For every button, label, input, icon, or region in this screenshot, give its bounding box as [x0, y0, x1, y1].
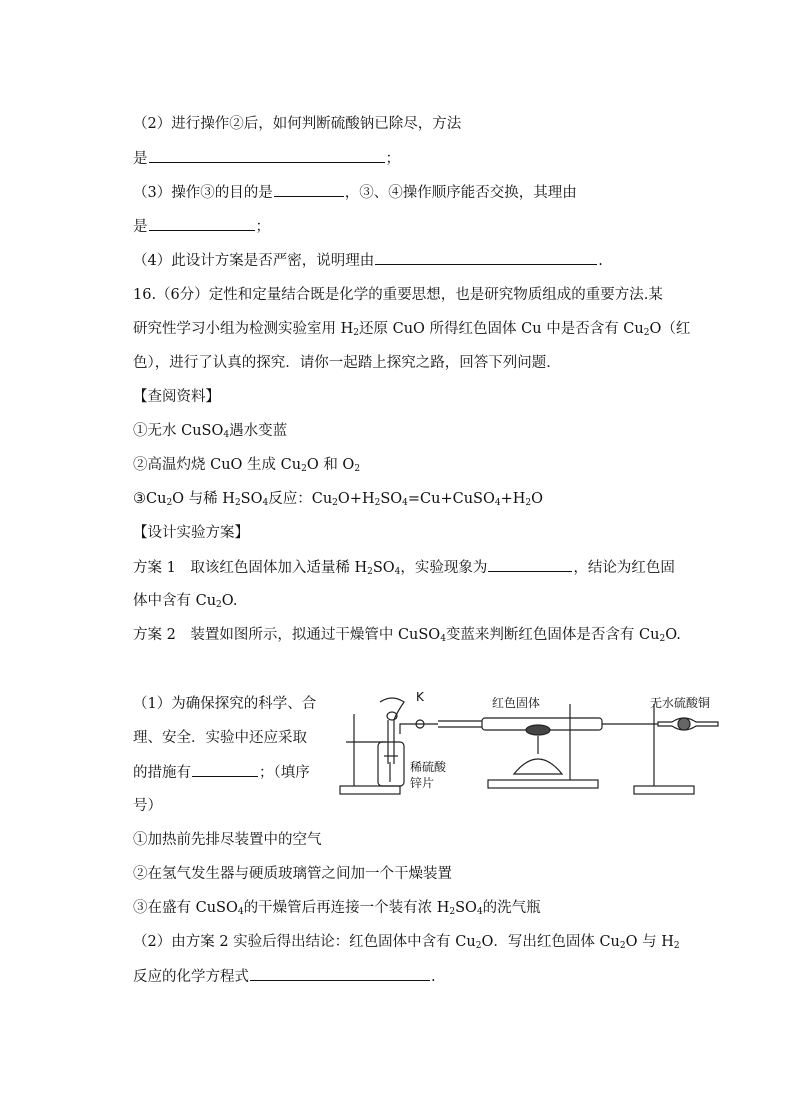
q2-line2: 是 ； [133, 148, 400, 169]
option2: ②在氢气发生器与硬质玻璃管之间加一个干燥装置 [133, 866, 452, 882]
q4-line: （4）此设计方案是否严密，说明理由 . [133, 250, 603, 271]
red-solid-label: 红色固体 [492, 696, 541, 710]
answer-blank[interactable] [375, 250, 597, 265]
reference-heading: 【查阅资料】 [133, 389, 220, 405]
reference-item2: ②高温灼烧 CuO 生成 $Cu_2O$ 和 $O_2$ [133, 457, 361, 474]
subq1-line4: 号） [133, 798, 162, 814]
outlet-tube [400, 724, 438, 734]
subq1-line3: 的措施有 ；（填序 [133, 762, 310, 783]
anhydrous-cuso4 [678, 718, 690, 730]
answer-blank[interactable] [488, 557, 572, 572]
stand-base-right [634, 786, 694, 794]
alcohol-lamp [514, 759, 562, 774]
q2-line1: （2）进行操作②后，如何判断硫酸钠已除尽，方法 [133, 116, 462, 132]
option3: ③在盛有 CuSO$_4$的干燥管后再连接一个装有浓 $H_2SO_4$的洗气瓶 [133, 900, 541, 917]
q3-line1: （3）操作③的目的是 ，③、④操作顺序能否交换，其理由 [133, 182, 577, 203]
burner-base [488, 780, 598, 788]
red-solid-sample [526, 725, 550, 735]
problem16-line2: 研究性学习小组为检测实验室用 $H_2$还原 CuO 所得红色固体 Cu 中是否含有 $Cu_2O$（红 [133, 321, 691, 338]
q3-line2: 是 ； [133, 216, 270, 237]
dilute-acid-label: 稀硫酸 [410, 760, 447, 774]
valve-k-label: K [416, 690, 424, 704]
subq2-line1: （2）由方案 2 实验后得出结论：红色固体中含有 $Cu_2O$．写出红色固体 $Cu_2O$ 与 $H_2$ [133, 934, 680, 951]
generator-tube [378, 742, 404, 786]
scheme1-line2: 体中含有 $Cu_2O$. [133, 593, 238, 610]
answer-blank[interactable] [149, 148, 385, 163]
answer-blank[interactable] [250, 966, 430, 981]
answer-blank[interactable] [274, 182, 344, 197]
zinc-label: 锌片 [410, 776, 435, 790]
option1: ①加热前先排尽装置中的空气 [133, 832, 322, 848]
answer-blank[interactable] [192, 762, 258, 777]
apparatus-diagram [338, 694, 758, 804]
anhydrous-cuso4-label: 无水硫酸铜 [650, 696, 711, 710]
reference-item1: ①无水 CuSO$_4$遇水变蓝 [133, 423, 288, 440]
scheme1-line1: 方案 1 取该红色固体加入适量稀 $H_2SO_4$，实验现象为 ，结论为红色固 [133, 557, 675, 578]
subq1-line2: 理、安全．实验中还应采取 [133, 730, 307, 746]
answer-blank[interactable] [149, 216, 255, 231]
problem16-line3: 色），进行了认真的探究．请你一起踏上探究之路，回答下列问题． [133, 355, 561, 371]
subq1-line1: （1）为确保探究的科学、合 [133, 696, 317, 712]
scheme2-line: 方案 2 装置如图所示，拟通过干燥管中 CuSO$_4$变蓝来判断红色固体是否含有 $Cu_2O$. [133, 627, 681, 644]
reference-item3: $③Cu_2O$ 与稀 $H_2SO_4$反应：$Cu_2O+H_2SO_4=Cu+CuSO_4+H_2O$ [133, 491, 544, 508]
problem16-line1: 16.（6分）定性和定量结合既是化学的重要思想，也是研究物质组成的重要方法.某 [133, 287, 663, 303]
subq2-line2: 反应的化学方程式 . [133, 966, 436, 987]
apparatus-figure [338, 690, 758, 804]
design-heading: 【设计实验方案】 [133, 525, 249, 541]
stand-base-left [340, 786, 400, 794]
